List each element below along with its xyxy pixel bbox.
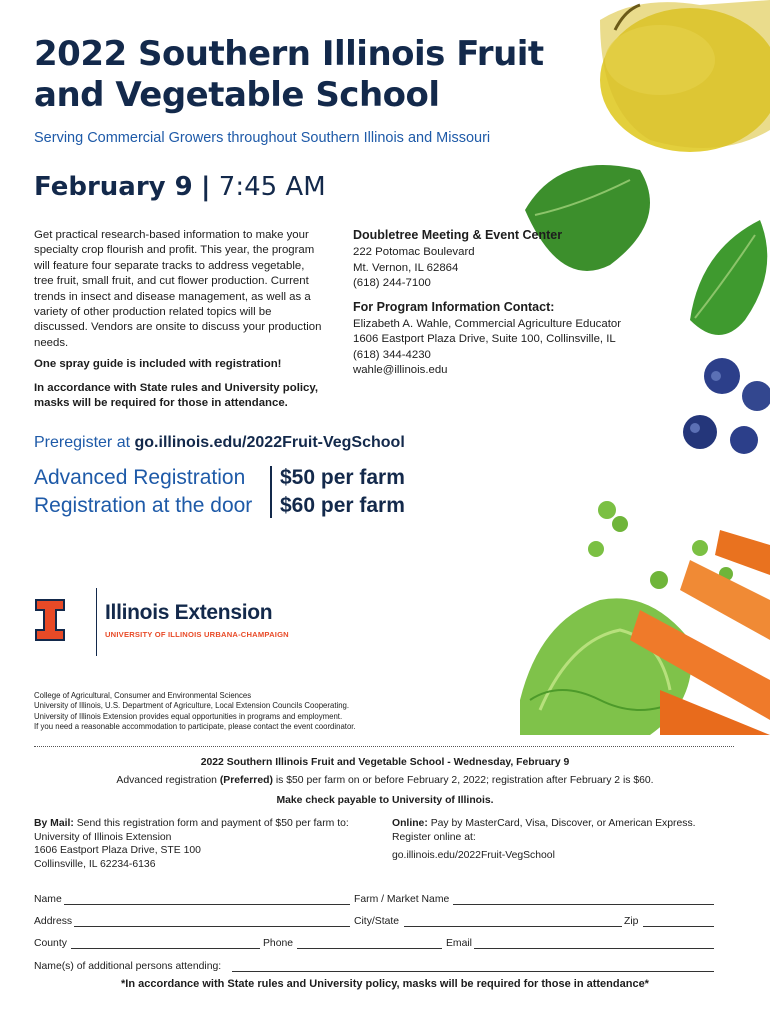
adv-rest: is $50 per farm on or before February 2, 2022; registration after February 2 is $60. [275,775,654,786]
online-instructions [392,817,732,863]
zip-field[interactable] [643,915,714,927]
mail-address-line: 1606 Eastport Plaza Drive, STE 100 [34,845,201,857]
county-field[interactable] [71,937,260,949]
fine-print-line: University of Illinois Extension provides equal opportunities in programs and employment. [34,711,343,721]
venue-city: Mt. Vernon, IL 62864 [353,261,459,274]
illinois-block-i-logo [34,598,66,642]
email-field[interactable] [474,937,714,949]
page-title: 2022 Southern Illinois Fruit and Vegetable School [34,34,544,115]
registration-labels [34,464,252,520]
logo-divider [96,588,97,656]
registration-prices [280,464,405,520]
contact-name: Elizabeth A. Wahle, Commercial Agriculture Educator [353,318,622,331]
brand-subtitle: UNIVERSITY OF ILLINOIS URBANA-CHAMPAIGN [105,630,289,639]
online-url[interactable]: go.illinois.edu/2022Fruit-VegSchool [392,850,555,862]
date-separator: | [201,172,211,202]
page-subtitle: Serving Commercial Growers throughout Southern Illinois and Missouri [34,130,491,146]
fine-print [34,691,454,733]
address-label: Address [34,916,73,927]
phone-label: Phone [263,938,294,949]
mask-note: In accordance with State rules and University policy, masks will be required for those in attendance. [34,381,319,410]
city-label: City/State [354,916,400,927]
mail-label: By Mail: [34,818,74,829]
cut-line-divider [34,746,734,747]
final-mask-note: *In accordance with State rules and University policy, masks will be required for those in attendance* [121,978,649,990]
brand-name: Illinois Extension [105,601,273,624]
email-label: Email [446,938,472,949]
farm-label: Farm / Market Name [354,894,450,905]
phone-field[interactable] [297,937,442,949]
adv-prefix: Advanced registration [116,775,217,786]
advanced-registration-label: Advanced Registration [34,466,246,489]
farm-field[interactable] [453,893,714,905]
advanced-price: $50 per farm [280,466,405,489]
event-date: February 9 [34,172,193,202]
venue-info [353,228,653,379]
city-field[interactable] [404,915,622,927]
spray-guide-note: One spray guide is included with registration! [34,358,282,371]
form-pricing-note [0,775,770,786]
venue-name: Doubletree Meeting & Event Center [353,228,563,242]
online-text: Pay by MasterCard, Visa, Discover, or American Express. [430,818,696,829]
preregister-link[interactable]: go.illinois.edu/2022Fruit-VegSchool [134,434,405,451]
preregister-label: Preregister at [34,434,131,451]
venue-phone: (618) 244-7100 [353,277,431,290]
registration-divider [270,466,272,518]
preregister-line [34,434,405,452]
additional-persons-label: Name(s) of additional persons attending: [34,961,222,972]
fine-print-line: College of Agricultural, Consumer and Environmental Sciences [34,691,252,700]
venue-street: 222 Potomac Boulevard [353,246,475,259]
online-label: Online: [392,818,428,829]
door-registration-label: Registration at the door [34,494,253,517]
description-body: Get practical research-based information to make your specialty crop flourish and profit. This year, the program will feature four separate tracks to address vegetable, tree fruit, small fruit, and cut flower production. Current trends in insect and disease management, as well as a variety of other production related topics will be discussed. Vendors are onsite to discuss your production needs. [34,229,322,349]
mail-instructions [34,817,374,871]
contact-heading: For Program Information Contact: [353,299,555,314]
blueberries-image [683,358,770,454]
contact-phone: (618) 344-4230 [353,348,431,361]
name-label: Name [34,894,62,905]
contact-email[interactable]: wahle@illinois.edu [353,364,448,377]
fine-print-line: University of Illinois, U.S. Department of Agriculture, Local Extension Councils Cooperating. [34,701,350,711]
county-label: County [34,938,67,949]
mail-address-line: University of Illinois Extension [34,831,172,843]
event-date-time [34,172,326,202]
address-field[interactable] [74,915,350,927]
additional-persons-field[interactable] [232,960,714,972]
form-title: 2022 Southern Illinois Fruit and Vegetable School - Wednesday, February 9 [200,757,570,768]
adv-preferred: (Preferred) [219,775,273,786]
door-price: $60 per farm [280,494,405,517]
event-time: 7:45 AM [218,172,326,202]
fine-print-line: If you need a reasonable accommodation to participate, please contact the event coordinator. [34,722,356,732]
contact-address: 1606 Eastport Plaza Drive, Suite 100, Collinsville, IL [353,333,616,346]
event-description [34,228,324,411]
check-payable-note: Make check payable to University of Illinois. [276,795,494,806]
mail-address-line: Collinsville, IL 62234-6136 [34,858,156,870]
online-text-2: Register online at: [392,831,476,843]
mail-text: Send this registration form and payment of $50 per farm to: [76,818,349,829]
pear-image [600,0,770,152]
zip-label: Zip [624,916,639,927]
name-field[interactable] [64,893,350,905]
